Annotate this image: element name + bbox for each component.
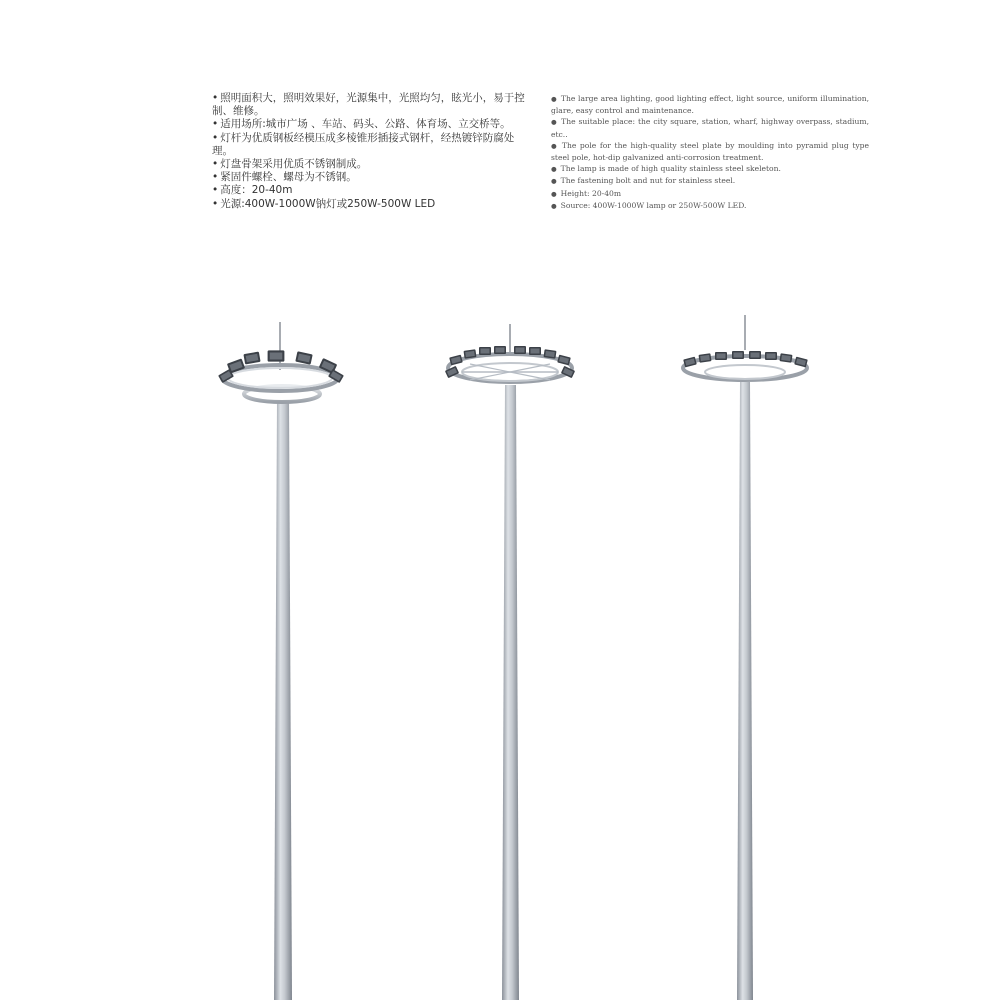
lamp-head [544, 349, 557, 359]
lamp-head [749, 351, 761, 359]
lamp-head [715, 352, 727, 360]
lamp-head [683, 357, 697, 368]
feature-en-item: ● Source: 400W-1000W lamp or 250W-500W LED. [551, 200, 869, 212]
lamp-head [794, 357, 808, 368]
lamp-head [494, 346, 506, 354]
lamp-head [557, 355, 571, 366]
feature-cn-item: • 光源:400W-1000W钠灯或250W-500W LED [212, 198, 532, 211]
pole-shaft [737, 382, 753, 1000]
pole-shaft [502, 385, 519, 1000]
pole-shaft [274, 400, 292, 1000]
lamp-head [514, 346, 526, 354]
lamp-head [699, 353, 712, 363]
high-mast-pole-3 [683, 315, 808, 1000]
lamp-head [243, 352, 260, 365]
feature-en-item: ● The large area lighting, good lighting effect, light source, uniform illumination, glare, easy control and maintenance. [551, 93, 869, 116]
lamp-head [780, 353, 793, 363]
feature-cn-item: • 灯盘骨架采用优质不锈钢制成。 [212, 158, 532, 171]
feature-en-item: ● The lamp is made of high quality stainless steel skeleton. [551, 163, 869, 175]
feature-en-item: ● The suitable place: the city square, station, wharf, highway overpass, stadium, etc.. [551, 116, 869, 139]
lamp-head [765, 352, 777, 360]
feature-cn-item: • 灯杆为优质钢板经模压成多棱锥形插接式钢杆，经热镀锌防腐处理。 [212, 132, 532, 158]
feature-en-item: ● The pole for the high-quality steel plate by moulding into pyramid plug type steel pole, hot-dip galvanized anti-corrosion treatment. [551, 140, 869, 163]
feature-cn-item: • 适用场所:城市广场 、车站、码头、公路、体育场、立交桥等。 [212, 118, 532, 131]
high-mast-pole-2 [445, 324, 575, 1000]
lamp-head [732, 351, 744, 359]
feature-cn-item: • 高度：20-40m [212, 184, 532, 197]
lamp-head [529, 347, 541, 355]
feature-en-item: ● The fastening bolt and nut for stainless steel. [551, 175, 869, 187]
high-mast-pole-1 [218, 322, 344, 1000]
lamp-head [479, 347, 491, 355]
feature-cn-item: • 照明面积大，照明效果好，光源集中，光照均匀，眩光小，易于控制、维修。 [212, 92, 532, 118]
feature-cn-item: • 紧固件螺栓、螺母为不锈钢。 [212, 171, 532, 184]
lamp-head [464, 349, 477, 359]
feature-en-item: ● Height: 20-40m [551, 188, 869, 200]
lamp-head [268, 350, 285, 361]
lamp-head [295, 351, 312, 364]
lamp-head [449, 355, 463, 366]
